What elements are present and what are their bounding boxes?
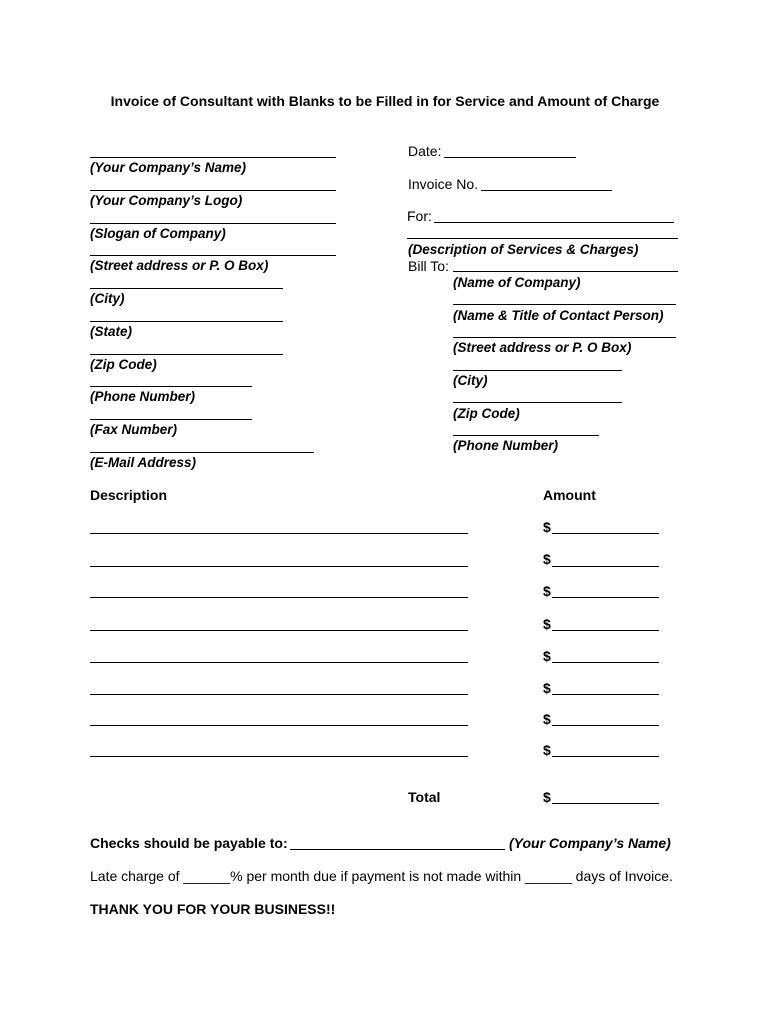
checks-payable-blank[interactable] bbox=[290, 849, 505, 850]
currency-symbol: $ bbox=[543, 583, 551, 599]
description-header: Description bbox=[90, 487, 168, 503]
bill-to-zip-blank[interactable] bbox=[453, 402, 622, 403]
total-amount-blank[interactable] bbox=[552, 803, 659, 804]
bill-to-phone-label: (Phone Number) bbox=[453, 438, 559, 453]
description-blank-row[interactable] bbox=[90, 597, 468, 598]
amount-header: Amount bbox=[543, 487, 596, 503]
bill-to-company-label: (Name of Company) bbox=[453, 275, 581, 290]
sender-city-label: (City) bbox=[90, 291, 125, 306]
sender-slogan-label: (Slogan of Company) bbox=[90, 226, 226, 241]
checks-payable-label: Checks should be payable to: bbox=[90, 835, 288, 851]
sender-logo-label: (Your Company’s Logo) bbox=[90, 193, 243, 208]
invoice-number-blank[interactable] bbox=[481, 190, 612, 191]
late-charge-text: Late charge of ______% per month due if payment is not made within ______ days of Invoice. bbox=[90, 868, 673, 884]
checks-payable-hint: (Your Company’s Name) bbox=[509, 835, 671, 851]
total-currency-symbol: $ bbox=[543, 789, 551, 805]
currency-symbol: $ bbox=[543, 551, 551, 567]
sender-street-label: (Street address or P. O Box) bbox=[90, 258, 269, 273]
amount-blank-row[interactable] bbox=[552, 533, 659, 534]
sender-state-blank[interactable] bbox=[90, 321, 283, 322]
bill-to-city-label: (City) bbox=[453, 373, 488, 388]
sender-phone-blank[interactable] bbox=[90, 386, 252, 387]
description-blank-row[interactable] bbox=[90, 566, 468, 567]
sender-slogan-blank[interactable] bbox=[90, 223, 336, 224]
description-blank-row[interactable] bbox=[90, 533, 468, 534]
sender-fax-label: (Fax Number) bbox=[90, 422, 178, 437]
amount-blank-row[interactable] bbox=[552, 694, 659, 695]
for-description-hint: (Description of Services & Charges) bbox=[408, 242, 639, 257]
currency-symbol: $ bbox=[543, 680, 551, 696]
sender-email-label: (E-Mail Address) bbox=[90, 455, 197, 470]
bill-to-label: Bill To: bbox=[408, 258, 449, 274]
currency-symbol: $ bbox=[543, 711, 551, 727]
for-blank-2[interactable] bbox=[407, 238, 678, 239]
invoice-number-label: Invoice No. bbox=[408, 176, 479, 192]
for-blank[interactable] bbox=[434, 222, 674, 223]
currency-symbol: $ bbox=[543, 519, 551, 535]
sender-fax-blank[interactable] bbox=[90, 419, 252, 420]
sender-company-name-label: (Your Company’s Name) bbox=[90, 160, 247, 175]
sender-state-label: (State) bbox=[90, 324, 133, 339]
date-blank[interactable] bbox=[444, 157, 576, 158]
description-blank-row[interactable] bbox=[90, 694, 468, 695]
thank-you-text: THANK YOU FOR YOUR BUSINESS!! bbox=[90, 901, 336, 917]
sender-city-blank[interactable] bbox=[90, 288, 283, 289]
amount-blank-row[interactable] bbox=[552, 662, 659, 663]
description-blank-row[interactable] bbox=[90, 662, 468, 663]
description-blank-row[interactable] bbox=[90, 756, 468, 757]
currency-symbol: $ bbox=[543, 616, 551, 632]
bill-to-street-blank[interactable] bbox=[453, 337, 676, 338]
description-blank-row[interactable] bbox=[90, 725, 468, 726]
date-label: Date: bbox=[408, 143, 442, 159]
sender-phone-label: (Phone Number) bbox=[90, 389, 196, 404]
bill-to-street-label: (Street address or P. O Box) bbox=[453, 340, 632, 355]
bill-to-company-blank[interactable] bbox=[453, 271, 678, 272]
bill-to-contact-label: (Name & Title of Contact Person) bbox=[453, 308, 664, 323]
sender-street-blank[interactable] bbox=[90, 255, 336, 256]
bill-to-phone-blank[interactable] bbox=[453, 435, 599, 436]
amount-blank-row[interactable] bbox=[552, 756, 659, 757]
currency-symbol: $ bbox=[543, 648, 551, 664]
sender-zip-label: (Zip Code) bbox=[90, 357, 157, 372]
sender-email-blank[interactable] bbox=[90, 452, 314, 453]
bill-to-city-blank[interactable] bbox=[453, 370, 622, 371]
sender-zip-blank[interactable] bbox=[90, 354, 283, 355]
bill-to-contact-blank[interactable] bbox=[453, 304, 676, 305]
currency-symbol: $ bbox=[543, 742, 551, 758]
amount-blank-row[interactable] bbox=[552, 630, 659, 631]
sender-logo-blank[interactable] bbox=[90, 190, 336, 191]
amount-blank-row[interactable] bbox=[552, 725, 659, 726]
description-blank-row[interactable] bbox=[90, 630, 468, 631]
for-label: For: bbox=[407, 208, 432, 224]
total-label: Total bbox=[408, 789, 441, 805]
amount-blank-row[interactable] bbox=[552, 597, 659, 598]
sender-company-name-blank[interactable] bbox=[90, 157, 336, 158]
amount-blank-row[interactable] bbox=[552, 566, 659, 567]
document-title: Invoice of Consultant with Blanks to be Filled in for Service and Amount of Charge bbox=[110, 93, 660, 109]
bill-to-zip-label: (Zip Code) bbox=[453, 406, 520, 421]
